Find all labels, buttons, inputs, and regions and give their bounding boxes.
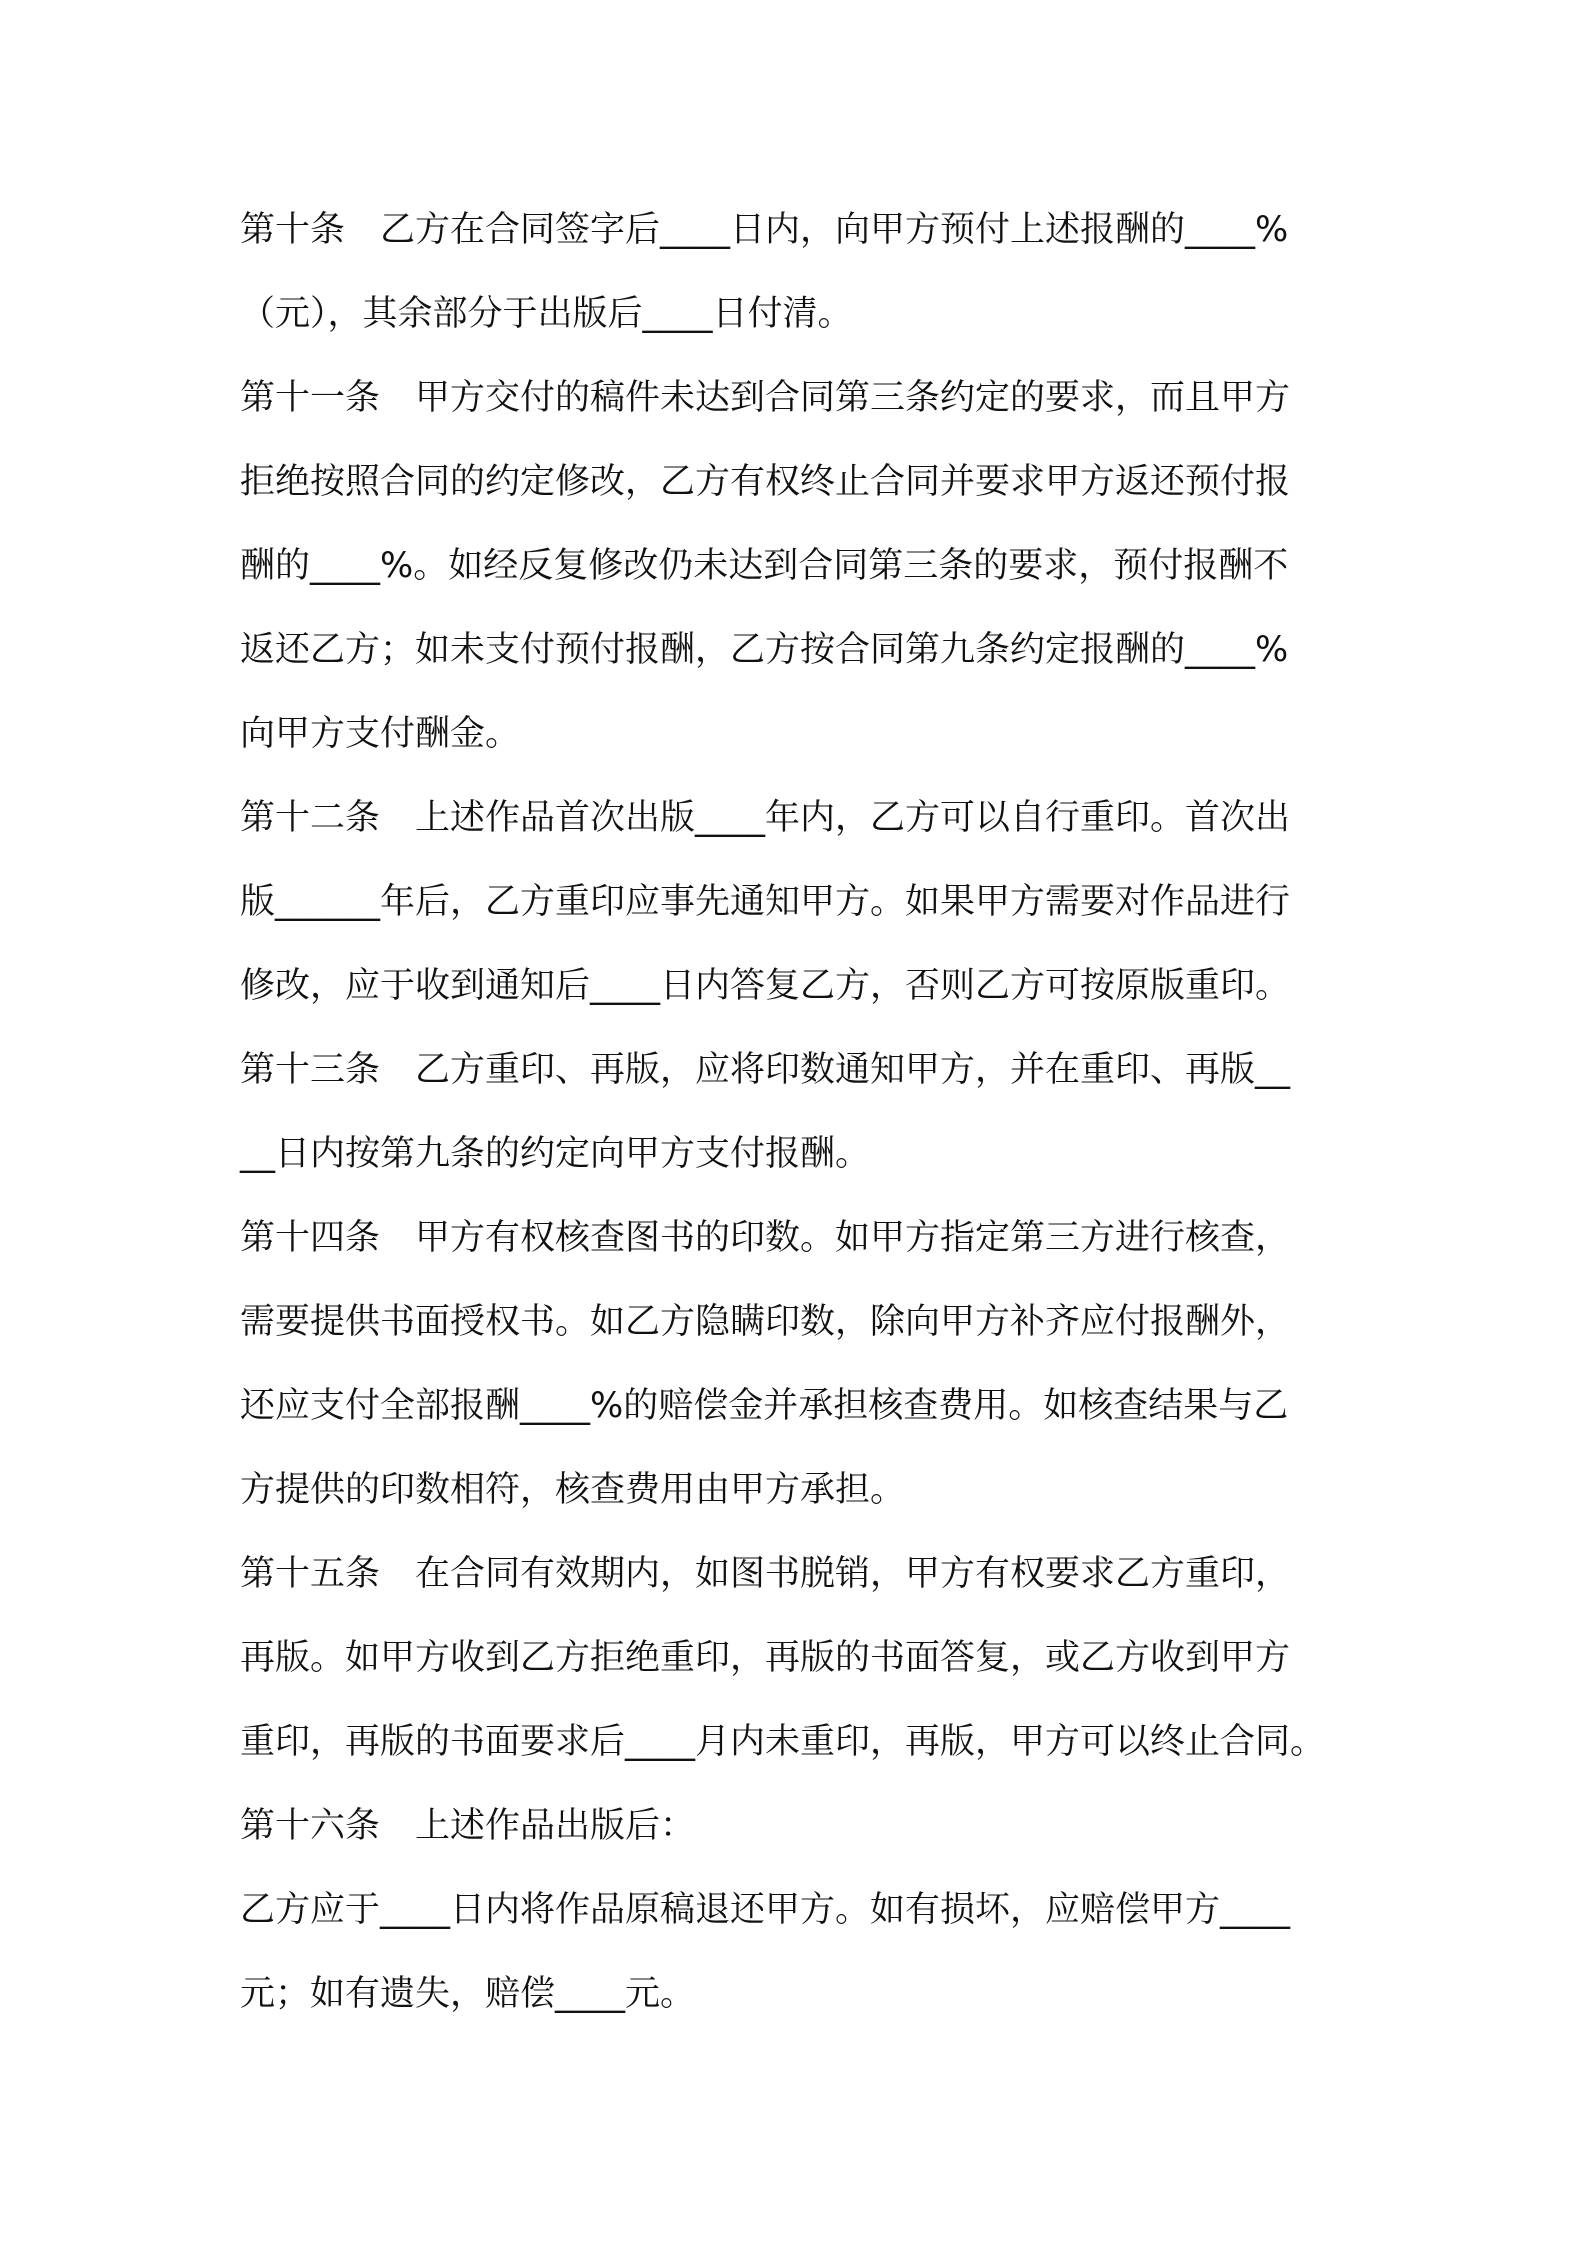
text-line-3: 第十一条 甲方交付的稿件未达到合同第三条约定的要求，而且甲方 [240, 378, 1291, 418]
text-line-13: 第十四条 甲方有权核查图书的印数。如甲方指定第三方进行核查， [240, 1218, 1291, 1258]
text-line-15: 还应支付全部报酬____%的赔偿金并承担核查费用。如核查结果与乙 [240, 1386, 1289, 1426]
text-line-17: 第十五条 在合同有效期内，如图书脱销，甲方有权要求乙方重印， [240, 1554, 1291, 1594]
text-line-14: 需要提供书面授权书。如乙方隐瞒印数，除向甲方补齐应付报酬外， [240, 1302, 1291, 1342]
text-line-16: 方提供的印数相符，核查费用由甲方承担。 [240, 1470, 906, 1510]
text-line-6: 返还乙方；如未支付预付报酬，乙方按合同第九条约定报酬的____% [240, 630, 1289, 670]
text-line-9: 版______年后，乙方重印应事先通知甲方。如果甲方需要对作品进行 [240, 882, 1291, 922]
text-line-21: 乙方应于____日内将作品原稿退还甲方。如有损坏，应赔偿甲方____ [240, 1890, 1291, 1930]
text-line-19: 重印，再版的书面要求后____月内未重印，再版，甲方可以终止合同。 [240, 1722, 1326, 1762]
text-line-20: 第十六条 上述作品出版后： [240, 1806, 696, 1846]
text-line-11: 第十三条 乙方重印、再版，应将印数通知甲方，并在重印、再版__ [240, 1050, 1291, 1090]
text-line-5: 酬的____%。如经反复修改仍未达到合同第三条的要求，预付报酬不 [240, 546, 1289, 586]
text-line-18: 再版。如甲方收到乙方拒绝重印，再版的书面答复，或乙方收到甲方 [240, 1638, 1291, 1678]
text-line-10: 修改，应于收到通知后____日内答复乙方，否则乙方可按原版重印。 [240, 966, 1291, 1006]
text-line-4: 拒绝按照合同的约定修改，乙方有权终止合同并要求甲方返还预付报 [240, 462, 1291, 502]
text-line-22: 元；如有遗失，赔偿____元。 [240, 1974, 696, 2014]
text-line-8: 第十二条 上述作品首次出版____年内，乙方可以自行重印。首次出 [240, 798, 1291, 838]
text-line-2: （元），其余部分于出版后____日付清。 [240, 294, 853, 334]
contract-text [240, 200, 1360, 2048]
text-line-12: __日内按第九条的约定向甲方支付报酬。 [240, 1134, 871, 1174]
text-line-1: 第十条 乙方在合同签字后____日内，向甲方预付上述报酬的____% [240, 210, 1289, 250]
text-line-7: 向甲方支付酬金。 [240, 714, 521, 754]
